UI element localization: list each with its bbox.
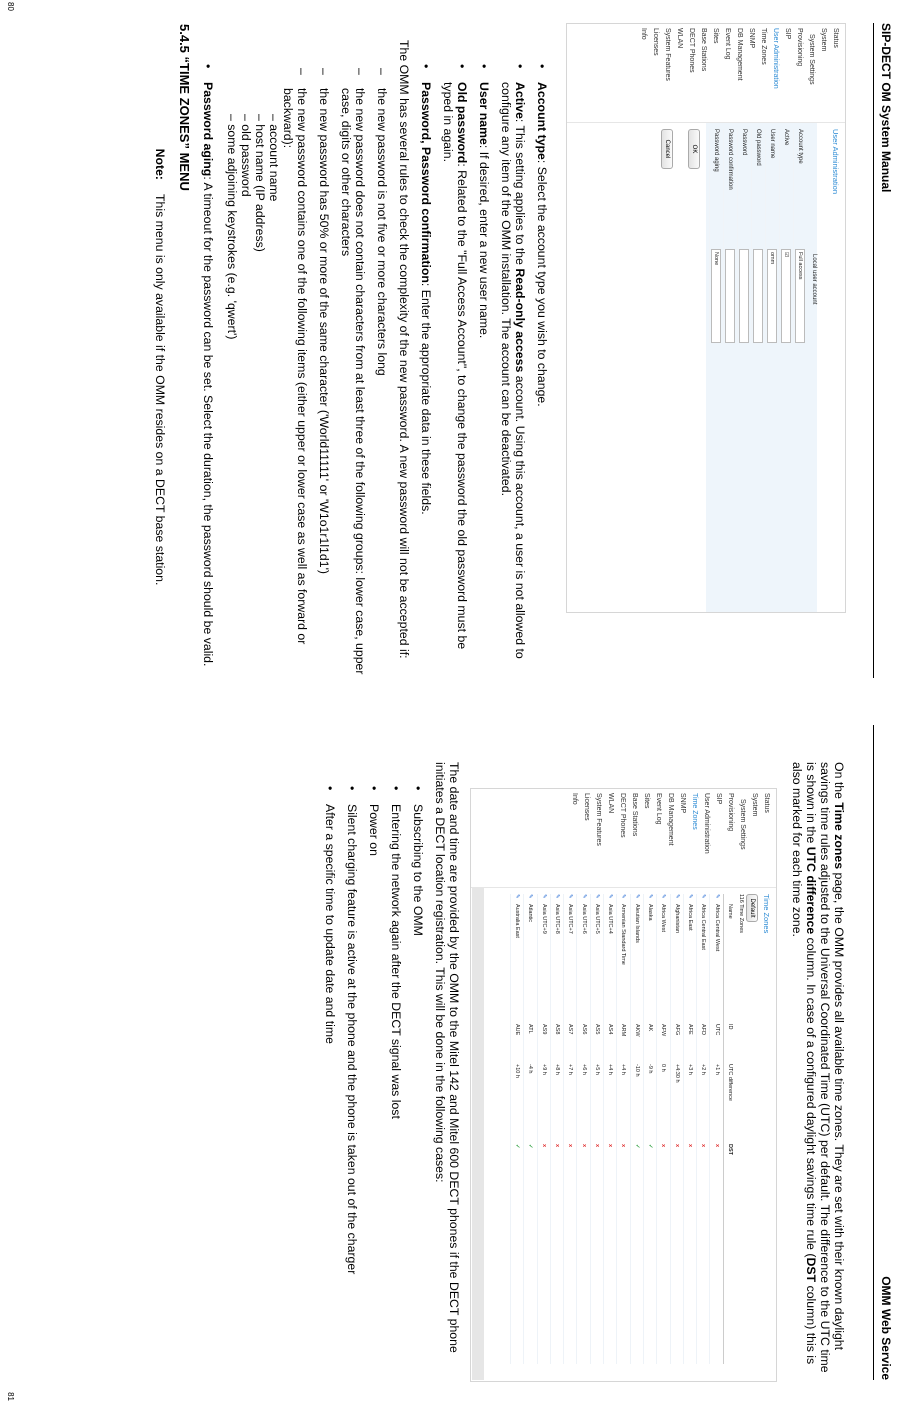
tz-utc: +8 h	[554, 1064, 560, 1075]
table-row	[510, 894, 523, 1364]
tz-id: UTC	[713, 1024, 720, 1036]
tz-id: AS5	[593, 1024, 600, 1035]
tz-name: Asia UTC+4	[607, 904, 614, 934]
nav-item[interactable]: WLAN	[676, 28, 683, 49]
tz-id: AKW	[633, 1024, 640, 1037]
tz-name: Afghanistan	[673, 904, 680, 934]
edit-pencil-icon[interactable]: ✎	[620, 894, 627, 899]
note-text: This menu is only available if the OMM resides on a DECT base station.	[153, 194, 167, 586]
table-row	[590, 894, 603, 1364]
tz-name: Asia UTC+6	[580, 904, 587, 934]
bullet-item: • User name: If desired, enter a new user name.	[477, 60, 491, 680]
tz-name: Asia UTC+9	[540, 904, 547, 934]
tz-utc: -9 h	[647, 1064, 654, 1074]
nav-item[interactable]: System	[751, 793, 758, 817]
nav-item[interactable]: Event Log	[655, 793, 662, 825]
cross-icon: x	[593, 1144, 600, 1148]
edit-pencil-icon[interactable]: ✎	[593, 894, 600, 899]
nav-item[interactable]: Status	[832, 28, 839, 48]
column-header[interactable]: Name	[726, 904, 733, 919]
tz-id: AK	[647, 1024, 654, 1032]
table-row	[550, 894, 563, 1364]
form-row	[751, 129, 765, 343]
column-header[interactable]: DST	[726, 1144, 733, 1155]
cross-icon: x	[580, 1144, 587, 1148]
sub-items	[225, 110, 281, 680]
field-label: Account type	[797, 129, 804, 164]
table-row	[643, 894, 656, 1364]
horizontal-scrollbar[interactable]	[472, 888, 484, 1380]
tz-utc: +4:30 h	[673, 1064, 680, 1083]
tz-name: Africa Central East	[700, 904, 707, 950]
nav-item[interactable]: WLAN	[607, 793, 614, 814]
cross-icon: x	[686, 1144, 693, 1148]
nav-item[interactable]: SNMP	[748, 28, 755, 49]
nav-item[interactable]: Provisioning	[727, 793, 734, 832]
tz-utc: +2 h	[700, 1064, 707, 1075]
field-label: User name	[769, 129, 776, 159]
check-icon: ✓	[527, 1144, 534, 1149]
tz-name: Alaska	[647, 904, 654, 921]
nav-item[interactable]: Info	[640, 28, 647, 40]
nav-item[interactable]: Licenses	[583, 793, 590, 821]
table-row	[630, 894, 643, 1364]
check-icon: ✓	[647, 1144, 654, 1149]
bullet-item: • Active: This setting applies to the Read-only access account. Using this account, a user is not allowed to configure any item of the OMM installation. The account can be deactivated.	[499, 60, 527, 680]
tz-id: AS8	[554, 1024, 560, 1035]
edit-pencil-icon[interactable]: ✎	[686, 894, 693, 899]
nav-item[interactable]: System	[820, 28, 827, 52]
field-input[interactable]: omm	[768, 249, 778, 343]
page-number: 80	[6, 2, 15, 11]
rule-item: – the new password has 50% or more of the same character ('World11111' or 'W1o1r1l1d1')	[317, 66, 331, 680]
right-page	[0, 702, 901, 1403]
form-row	[765, 129, 779, 343]
nav-item[interactable]: SIP	[715, 793, 722, 805]
nav-item[interactable]: Status	[763, 793, 770, 813]
sub-item: – host name (IP address)	[253, 114, 267, 252]
tz-id: AS6	[580, 1024, 587, 1035]
sub-item: – old password	[239, 114, 253, 197]
tz-name: Africa East	[686, 904, 693, 931]
cross-icon: x	[660, 1144, 667, 1148]
cross-icon: x	[713, 1144, 720, 1148]
tz-utc: +10 h	[514, 1064, 521, 1078]
field-label: Password confirmation	[727, 129, 734, 190]
table-row	[656, 894, 669, 1364]
aging-item: • Password aging: A timeout for the password can be set. Select the duration, the password should be valid.	[201, 60, 215, 680]
tz-id: ATL	[527, 1024, 534, 1034]
nav-item[interactable]: System Settings	[739, 799, 746, 850]
field-input[interactable]: ☑	[782, 249, 792, 343]
nav-item[interactable]: Info	[571, 793, 578, 805]
tz-utc: +4 h	[620, 1064, 627, 1075]
right-body	[315, 762, 461, 1374]
rules-list	[281, 66, 389, 680]
rule-item: – the new password does not contain characters from at least three of the following groups: lower case, upper case, digits or other characters	[339, 66, 367, 680]
form-row	[723, 129, 737, 343]
cross-icon: x	[554, 1144, 560, 1148]
form-row	[779, 129, 793, 343]
tz-table	[510, 894, 736, 1364]
header-rule	[873, 23, 874, 678]
edit-pencil-icon[interactable]: ✎	[554, 894, 560, 899]
page-number: 81	[6, 1392, 15, 1401]
case-item: • Entering the network again after the DECT signal was lost	[389, 782, 403, 1374]
check-icon: ✓	[514, 1144, 521, 1149]
column-header[interactable]: ID	[726, 1024, 733, 1030]
sub-item: – some adjoining keystrokes (e.g. 'qwert')	[225, 114, 239, 340]
rules-intro: The OMM has several rules to check the complexity of the new password. A new password will not be accepted if:	[397, 40, 411, 659]
table-row	[670, 894, 683, 1364]
tz-name: Armenian Standard Time	[620, 904, 627, 965]
header-rule	[873, 725, 874, 1380]
tz-name: Asia UTC+5	[593, 904, 600, 934]
nav-sidebar	[567, 24, 845, 123]
nav-item[interactable]: Base Stations	[700, 28, 707, 72]
field-input[interactable]	[740, 249, 750, 343]
intro-paragraph: On the Time zones page, the OMM provides all available time zones. They are set with their known daylight savings time rules adjusted to the Universal Coordinated Time (UTC) per default. The difference to the UTC time is shown in the UTC difference column. In case of a configured daylight savings time rule (DST column) this is also marked for each time zone.	[790, 762, 846, 1373]
bullet-item: • Account type: Select the account type you wish to change.	[535, 60, 549, 680]
tz-id: AFW	[660, 1024, 667, 1037]
case-item: • Silent charging feature is active at the phone and the phone is taken out of the charger	[345, 782, 359, 1374]
left-page	[0, 0, 901, 701]
tz-utc: 0 h	[660, 1064, 667, 1072]
tz-utc: +4 h	[607, 1064, 614, 1075]
tz-name: Aleutian Islands	[633, 904, 640, 943]
left-body	[153, 24, 549, 680]
tz-name: Africa Central West	[713, 904, 720, 952]
field-label: Active	[783, 129, 790, 146]
tz-utc: +5 h	[593, 1064, 600, 1075]
nav-item[interactable]: System Settings	[808, 34, 815, 85]
nav-item[interactable]: System Features	[664, 28, 671, 81]
bullet-item: • Password, Password confirmation: Enter the appropriate data in these fields.	[419, 60, 433, 680]
para-dect: The date and time are provided by the OMM to the Mitel 142 and Mitel 600 DECT phones if the DECT phone initiates a DECT location registration. This will be done in the following cases:	[433, 762, 461, 1353]
table-row	[696, 894, 709, 1364]
aging-bullets	[201, 60, 215, 680]
edit-pencil-icon[interactable]: ✎	[673, 894, 680, 899]
tz-id: AS7	[567, 1024, 574, 1035]
cross-icon: x	[673, 1144, 680, 1148]
page-title: User Administration	[831, 129, 840, 195]
table-row	[563, 894, 576, 1364]
nav-item[interactable]: Event Log	[724, 28, 731, 60]
field-label: Old password	[755, 129, 762, 166]
tz-name: Asia UTC+7	[567, 904, 574, 934]
edit-pencil-icon[interactable]: ✎	[700, 894, 707, 899]
table-row	[523, 894, 536, 1364]
tz-utc: +3 h	[686, 1064, 693, 1075]
table-row	[576, 894, 589, 1364]
tz-utc: +7 h	[567, 1064, 574, 1075]
nav-item[interactable]: DECT Phones	[688, 28, 695, 73]
nav-sidebar	[471, 789, 776, 888]
cross-icon: x	[700, 1144, 707, 1148]
nav-item[interactable]: User Administration	[703, 793, 710, 854]
nav-item[interactable]: Base Stations	[631, 793, 638, 837]
case-item: • Subscribing to the OMM	[411, 782, 425, 1374]
cases-list	[323, 782, 425, 1374]
nav-item[interactable]: SIP	[784, 28, 791, 40]
tz-id: ARM	[620, 1024, 627, 1037]
field-input[interactable]	[754, 249, 764, 343]
time-zones-screenshot	[470, 788, 777, 1382]
edit-pencil-icon[interactable]: ✎	[527, 894, 534, 899]
table-row	[709, 894, 722, 1364]
column-header[interactable]: UTC difference	[726, 1064, 733, 1101]
cross-icon: x	[540, 1144, 547, 1148]
nav-item[interactable]: Time Zones	[691, 793, 698, 830]
cross-icon: x	[620, 1144, 627, 1148]
cross-icon: x	[607, 1144, 614, 1148]
tz-name: Australia East	[514, 904, 521, 938]
edit-pencil-icon[interactable]: ✎	[580, 894, 587, 899]
table-row	[603, 894, 616, 1364]
tz-id: AS9	[540, 1024, 547, 1035]
page-title: Time Zones	[762, 894, 771, 934]
edit-pencil-icon[interactable]: ✎	[607, 894, 614, 899]
ok-button[interactable]: OK	[688, 129, 700, 169]
nav-item[interactable]: System Features	[595, 793, 602, 846]
note	[153, 120, 167, 680]
case-item: • After a specific time to update date and time	[323, 782, 337, 1374]
case-item: • Power on	[367, 782, 381, 1374]
tz-id: AFE	[686, 1024, 693, 1035]
field-label: Password aging	[713, 129, 720, 172]
form-row	[709, 129, 723, 343]
edit-pencil-icon[interactable]: ✎	[633, 894, 640, 899]
nav-item[interactable]: Licenses	[652, 28, 659, 56]
tz-utc: -10 h	[633, 1064, 640, 1077]
section-label: Local user account	[811, 254, 817, 305]
nav-item[interactable]: DECT Phones	[619, 793, 626, 838]
table-row	[616, 894, 629, 1364]
nav-item[interactable]: Provisioning	[796, 28, 803, 67]
account-form	[709, 129, 817, 343]
field-input[interactable]: Full access	[796, 249, 806, 343]
sub-item: – account name	[267, 114, 281, 202]
page-header: SIP-DECT OM System Manual	[879, 23, 893, 193]
edit-pencil-icon[interactable]: ✎	[540, 894, 547, 899]
cancel-button[interactable]: Cancel	[661, 129, 673, 169]
tz-utc: +9 h	[540, 1064, 547, 1075]
tz-header-row	[723, 894, 736, 1364]
nav-item[interactable]: Sites	[712, 28, 719, 44]
tz-id: AFG	[673, 1024, 680, 1036]
bullet-item: • Old password: Related to the "Full Access Account", to change the password the old password must be typed in again.	[441, 60, 469, 680]
user-admin-screenshot	[566, 23, 846, 613]
tz-utc: +1 h	[713, 1064, 720, 1075]
rule-item: – the new password is not five or more characters long	[375, 66, 389, 680]
edit-pencil-icon[interactable]: ✎	[514, 894, 521, 899]
field-input[interactable]	[726, 249, 736, 343]
nav-item[interactable]: Sites	[643, 793, 650, 809]
section-heading: 5.4.5 “TIME ZONES” MENU	[177, 24, 192, 191]
field-input[interactable]: None	[712, 249, 722, 343]
table-row	[537, 894, 550, 1364]
field-bullets	[419, 60, 549, 680]
rule-item: – the new password contains one of the following items (either upper or lower case as well as forward or backward):	[281, 66, 309, 680]
tz-name: Africa West	[660, 904, 667, 933]
nav-item[interactable]: DB Management	[667, 793, 674, 846]
nav-item[interactable]: DB Management	[736, 28, 743, 81]
nav-item[interactable]: User Administration	[772, 28, 779, 89]
edit-pencil-icon[interactable]: ✎	[660, 894, 667, 899]
tz-name: Asia UTC+8	[554, 904, 560, 934]
tz-id: AFD	[700, 1024, 707, 1035]
table-row	[683, 894, 696, 1364]
check-icon: ✓	[633, 1144, 640, 1149]
edit-pencil-icon[interactable]: ✎	[647, 894, 654, 899]
tz-count: 116 Time Zones	[738, 894, 744, 934]
nav-item[interactable]: SNMP	[679, 793, 686, 814]
cross-icon: x	[567, 1144, 574, 1148]
tz-utc: +6 h	[580, 1064, 587, 1075]
tz-name: Atlantic	[527, 904, 534, 923]
tz-id: AUE	[514, 1024, 521, 1036]
form-row	[793, 129, 807, 343]
page-header: OMM Web Service	[879, 1276, 893, 1380]
form-row	[737, 129, 751, 343]
tz-utc: -4 h	[527, 1064, 534, 1074]
field-label: Password	[741, 129, 748, 156]
edit-pencil-icon[interactable]: ✎	[713, 894, 720, 899]
tz-id: AS4	[607, 1024, 614, 1035]
nav-item[interactable]: Time Zones	[760, 28, 767, 65]
edit-pencil-icon[interactable]: ✎	[567, 894, 574, 899]
note-label: Note:	[153, 148, 167, 180]
default-button[interactable]: Default	[746, 894, 758, 922]
